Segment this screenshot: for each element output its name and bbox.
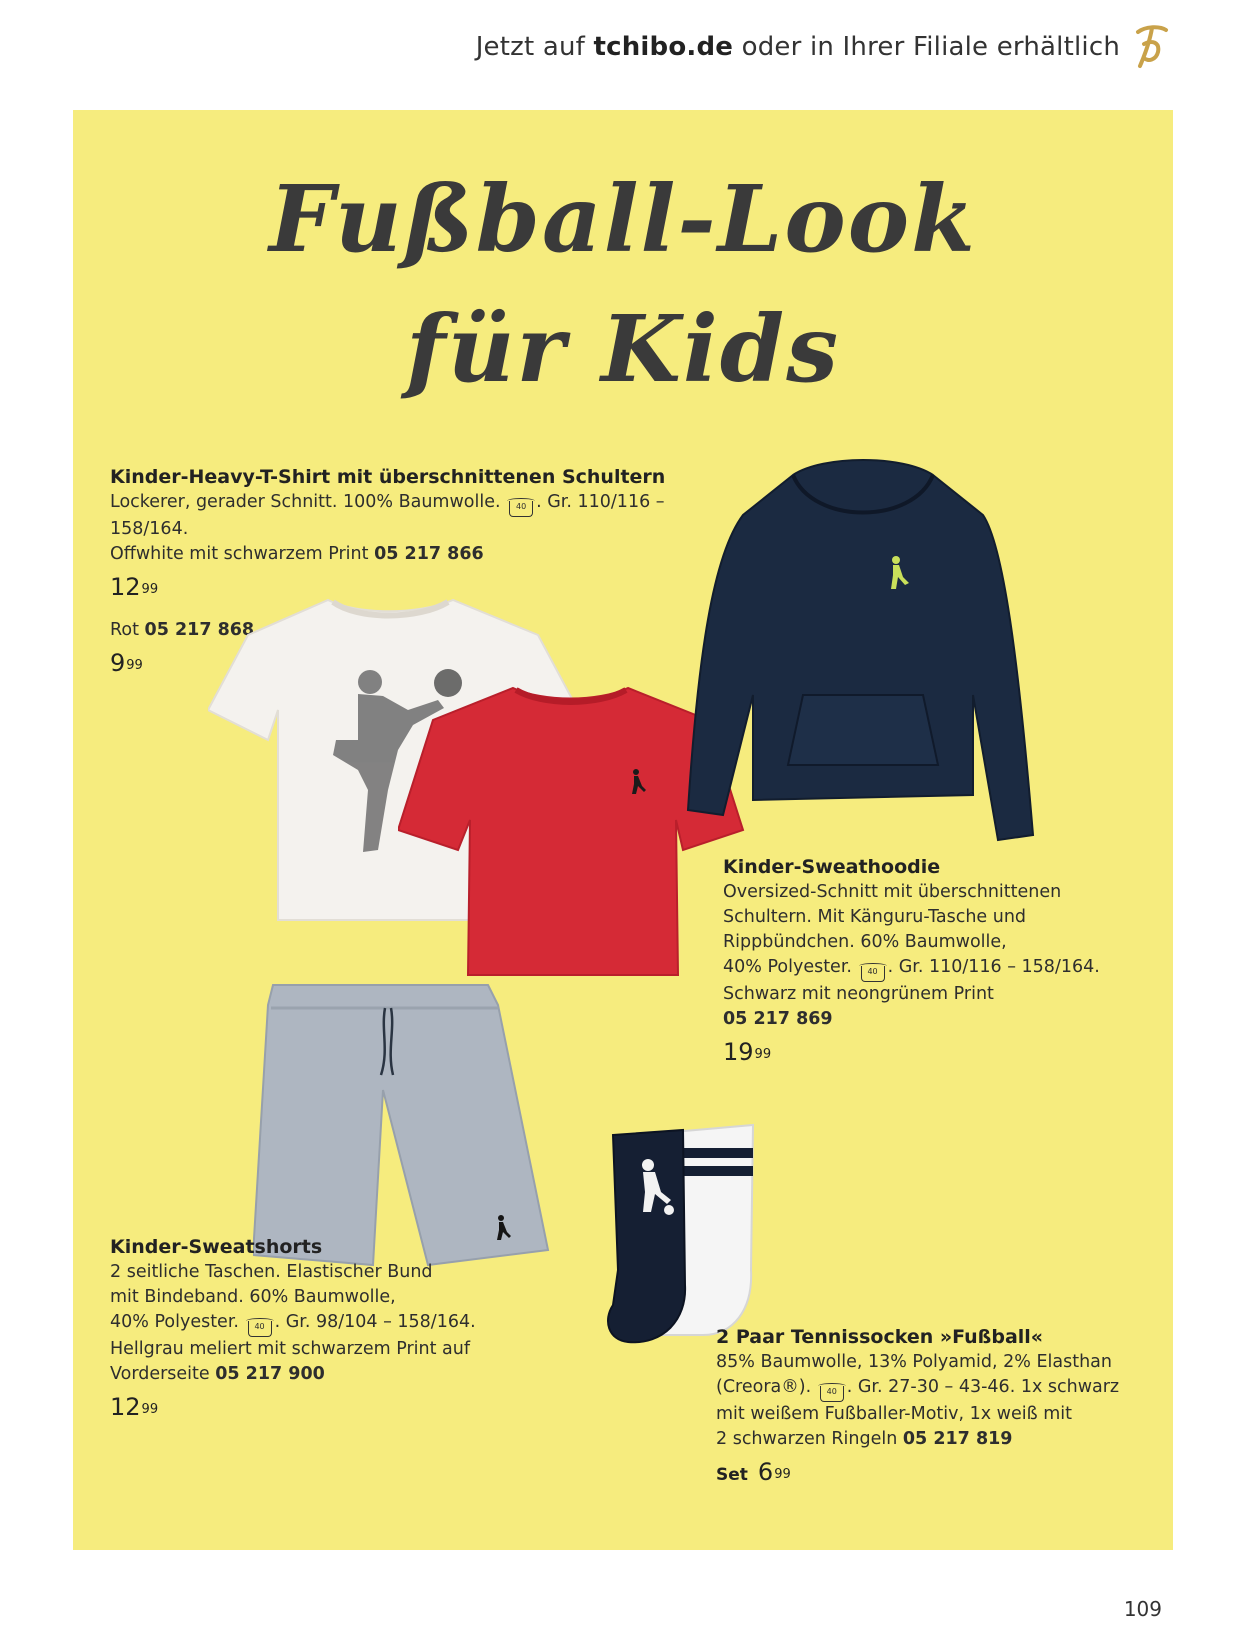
header-prefix: Jetzt auf: [475, 32, 594, 62]
headline-line-1: Fußball-Look: [269, 165, 977, 273]
article-number: 05 217 869: [723, 1009, 833, 1029]
tshirt-size: . Gr. 110/116 – 158/164.: [110, 492, 665, 539]
shorts-line-3: [110, 1310, 530, 1337]
socks-size: . Gr. 27-30 – 43-46. 1x schwarz: [846, 1377, 1120, 1397]
tshirt-material: Lockerer, gerader Schnitt. 100% Baumwolle.: [110, 492, 501, 512]
price-cents: 99: [141, 582, 159, 597]
socks-line-4: [716, 1427, 1156, 1452]
availability-header: [476, 32, 1120, 62]
hoodie-title: Kinder-Sweathoodie: [723, 856, 941, 878]
socks-variant-label: 2 schwarzen Ringeln: [716, 1429, 903, 1449]
tshirt-details: [110, 490, 730, 542]
tshirt-title: Kinder-Heavy-T-Shirt mit überschnittenen Schultern: [110, 466, 666, 488]
socks-price: [716, 1460, 1156, 1488]
hoodie-price: [723, 1040, 1143, 1065]
price-main: 9: [110, 649, 126, 677]
navy-hoodie-image: [683, 455, 1043, 855]
hoodie-material: 40% Polyester.: [723, 957, 852, 977]
tchibo-logo-icon: [1130, 22, 1170, 70]
shorts-line-4: Hellgrau meliert mit schwarzem Print auf: [110, 1339, 471, 1359]
hoodie-line-4: [723, 955, 1143, 982]
article-number: 05 217 819: [902, 1429, 1013, 1449]
hoodie-description: [723, 855, 1143, 1065]
socks-description: [716, 1325, 1156, 1488]
price-cents: 99: [754, 1047, 772, 1062]
price-cents: 99: [774, 1467, 791, 1482]
header-suffix: oder in Ihrer Filiale erhältlich: [733, 32, 1120, 62]
wash-40-icon: 40: [248, 1321, 272, 1337]
price-cents: 99: [141, 1402, 159, 1417]
wash-40-icon: 40: [509, 501, 533, 517]
tennis-socks-image: [603, 1120, 773, 1360]
socks-material: (Creora®).: [716, 1377, 812, 1397]
product-panel: [73, 110, 1173, 1550]
shorts-title: Kinder-Sweatshorts: [110, 1236, 323, 1258]
socks-line-3: mit weißem Fußballer-Motiv, 1x weiß mit: [716, 1404, 1072, 1424]
price-main: 6: [757, 1458, 774, 1486]
header-brand-link[interactable]: tchibo.de: [593, 32, 734, 62]
shorts-size: . Gr. 98/104 – 158/164.: [274, 1312, 476, 1332]
tshirt-variant-offwhite: [110, 542, 730, 567]
shorts-line-1: 2 seitliche Taschen. Elastischer Bund: [110, 1262, 433, 1282]
wash-40-icon: 40: [820, 1386, 844, 1402]
price-cents: 99: [126, 658, 143, 673]
variant-offwhite-label: Offwhite mit schwarzem Print: [110, 544, 375, 564]
page-number: 109: [1123, 1597, 1162, 1621]
variant-red-label: Rot: [110, 620, 145, 640]
socks-line-1: 85% Baumwolle, 13% Polyamid, 2% Elasthan: [716, 1352, 1112, 1372]
shorts-price: [110, 1395, 530, 1420]
socks-line-2: [716, 1375, 1156, 1402]
hoodie-line-1: Oversized-Schnitt mit überschnittenen: [723, 882, 1062, 902]
shorts-variant-label: Vorderseite: [110, 1364, 216, 1384]
hoodie-size: . Gr. 110/116 – 158/164.: [887, 957, 1100, 977]
article-number: 05 217 900: [215, 1364, 325, 1384]
price-main: 12: [110, 573, 141, 601]
hoodie-line-2: Schultern. Mit Känguru-Tasche und: [723, 907, 1027, 927]
article-number: 05 217 868: [144, 620, 255, 640]
hoodie-line-3: Rippbündchen. 60% Baumwolle,: [723, 932, 1007, 952]
price-main: 12: [110, 1393, 141, 1421]
shorts-line-5: [110, 1362, 530, 1387]
shorts-material: 40% Polyester.: [110, 1312, 239, 1332]
hoodie-line-5: Schwarz mit neongrünem Print: [723, 984, 994, 1004]
grey-shorts-image: [253, 980, 553, 1270]
shorts-line-2: mit Bindeband. 60% Baumwolle,: [110, 1287, 396, 1307]
price-main: 19: [723, 1038, 754, 1066]
set-label: Set: [716, 1465, 748, 1485]
wash-40-icon: 40: [861, 966, 885, 982]
headline-line-2: für Kids: [406, 295, 840, 403]
socks-title: 2 Paar Tennissocken »Fußball«: [716, 1326, 1044, 1348]
shorts-description: [110, 1235, 530, 1420]
article-number: 05 217 866: [374, 544, 484, 564]
